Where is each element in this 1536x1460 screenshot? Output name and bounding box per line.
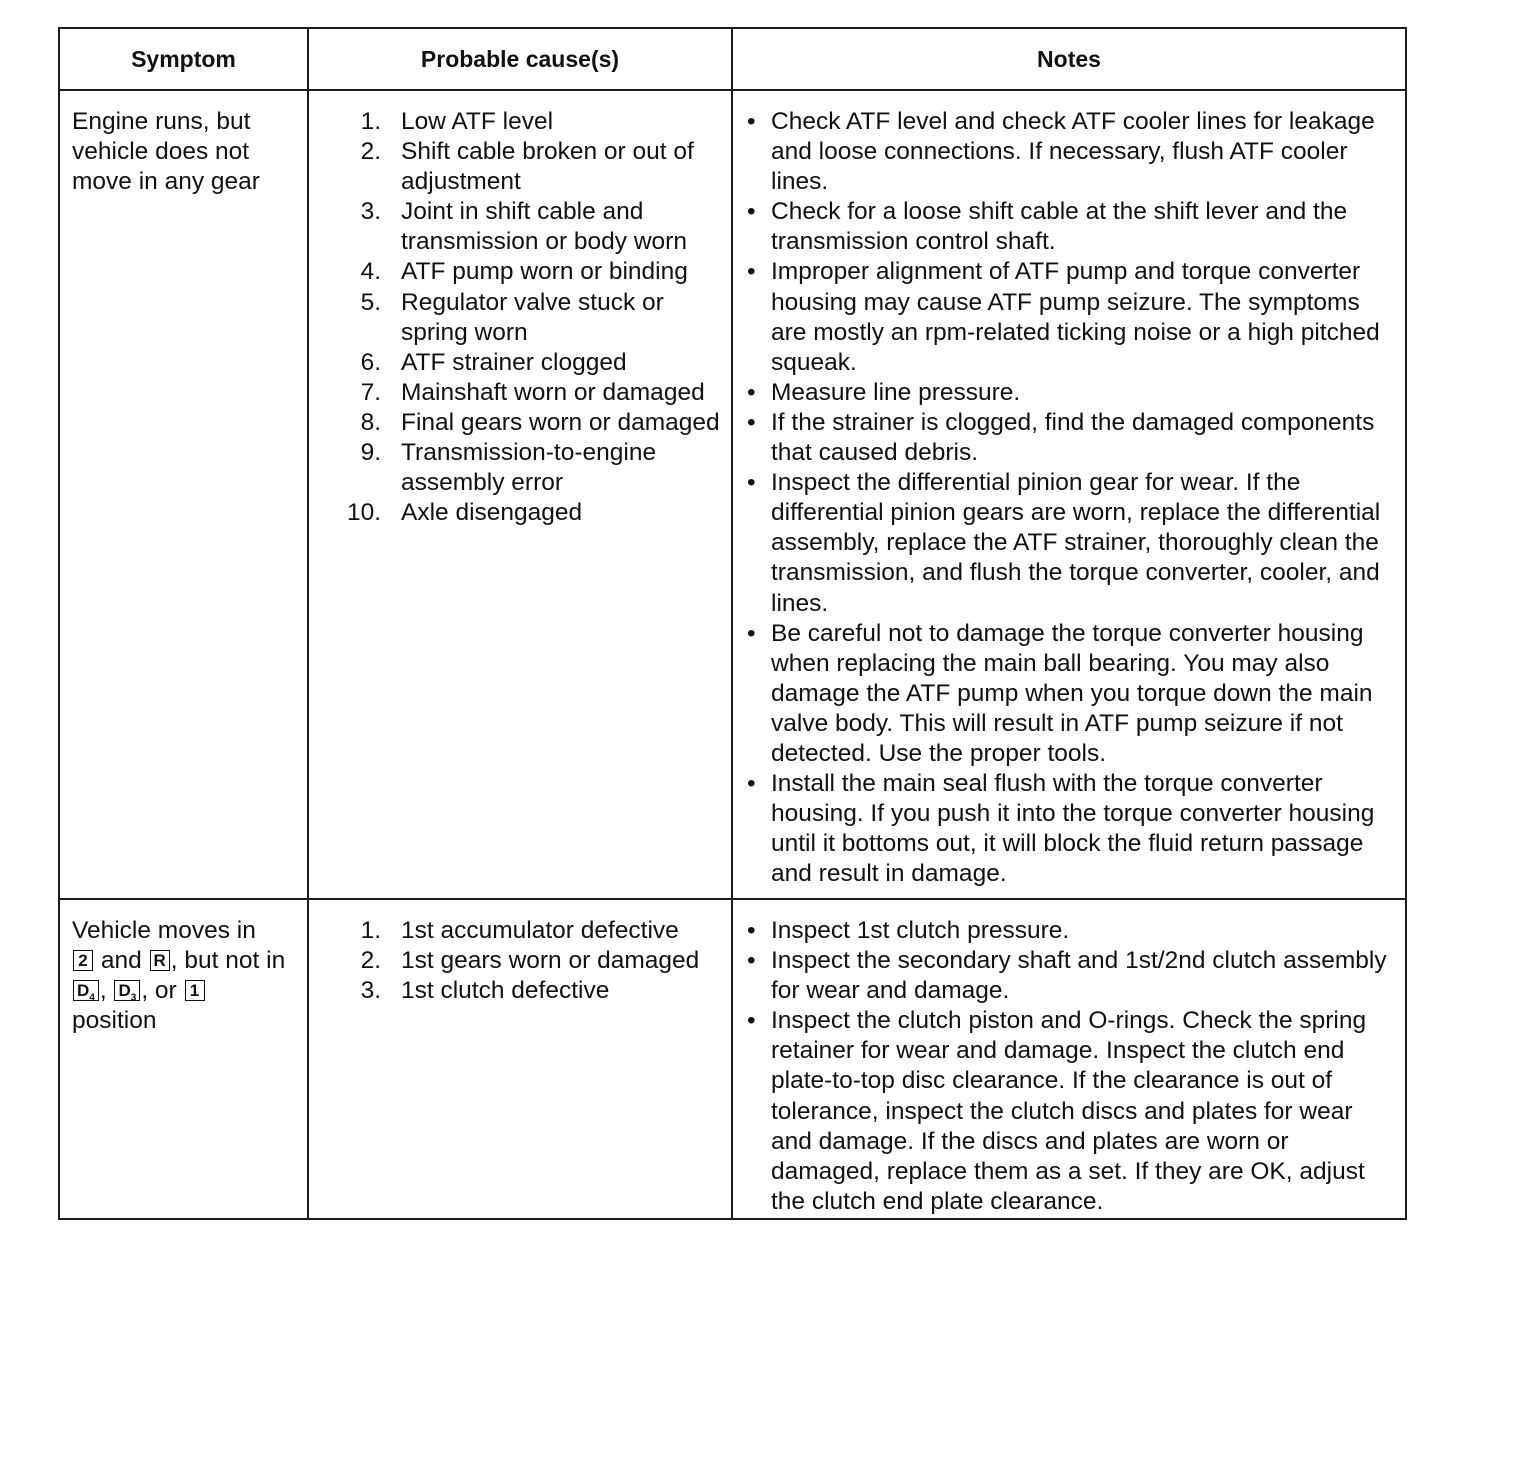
cause-text: Mainshaft worn or damaged — [401, 378, 705, 406]
list-item — [329, 137, 727, 197]
list-item — [329, 197, 727, 257]
cause-number: 4. — [360, 258, 381, 286]
list-item — [747, 916, 1397, 946]
cause-number: 7. — [360, 378, 381, 406]
cause-number: 5. — [360, 288, 381, 316]
list-item — [329, 438, 727, 498]
bullet-icon: • — [747, 947, 756, 975]
note-text: Check for a loose shift cable at the shift lever and the transmission control shaft. — [771, 198, 1348, 256]
cause-number: 1. — [360, 917, 381, 944]
bullet-icon: • — [747, 408, 756, 436]
note-text: If the strainer is clogged, find the damaged components that caused debris. — [771, 408, 1375, 467]
note-text: Check ATF level and check ATF cooler lines for leakage and loose connections. If necessary, flush ATF cooler lines. — [771, 108, 1375, 196]
table-header-row — [59, 28, 1406, 90]
symptom-cell — [59, 899, 308, 1219]
table-row — [59, 90, 1406, 899]
gear-1-icon: 1 — [185, 980, 205, 1001]
cause-list — [329, 107, 727, 528]
notes-cell — [732, 899, 1406, 1219]
bullet-icon: • — [747, 378, 756, 406]
cause-text: Regulator valve stuck or spring worn — [401, 288, 664, 346]
list-item — [747, 468, 1397, 618]
bullet-icon: • — [747, 619, 756, 647]
symptom-text-but-not-in: , but not in — [170, 947, 286, 975]
note-text: Improper alignment of ATF pump and torque converter housing may cause ATF pump seizure. The symptoms are mostly an rpm-related ticking noise or a high pitched squeak. — [771, 258, 1380, 376]
header-probable-causes: Probable cause(s) — [308, 28, 732, 90]
symptom-text-sep: , — [99, 977, 107, 1005]
bullet-icon: • — [747, 917, 756, 944]
cause-text: Transmission-to-engine assembly error — [401, 439, 657, 497]
list-item — [329, 107, 727, 137]
gear-d3-subscript: 3 — [130, 992, 137, 1004]
symptom-text-or: , or — [141, 977, 177, 1005]
causes-cell — [308, 899, 732, 1219]
cause-text: 1st gears worn or damaged — [401, 947, 700, 975]
bullet-icon: • — [747, 770, 756, 798]
list-item — [747, 946, 1397, 1006]
cause-text: Joint in shift cable and transmission or body worn — [401, 198, 687, 256]
note-text: Inspect the differential pinion gear for wear. If the differential pinion gears are worn, replace the differential assembly, replace the ATF strainer, thoroughly clean the transmission, and flush the torque converter, cooler, and lines. — [771, 469, 1381, 617]
notes-cell — [732, 90, 1406, 899]
note-text: Measure line pressure. — [771, 378, 1021, 406]
cause-text: Low ATF level — [401, 108, 554, 135]
bullet-icon: • — [747, 469, 756, 497]
cause-number: 3. — [360, 977, 381, 1005]
gear-d4-letter: D — [77, 981, 90, 1001]
list-item — [747, 257, 1397, 377]
bullet-icon: • — [747, 198, 756, 226]
note-list — [747, 916, 1397, 1217]
cause-number: 1. — [360, 108, 381, 135]
note-text: Inspect the secondary shaft and 1st/2nd clutch assembly for wear and damage. — [771, 947, 1387, 1005]
cause-number: 8. — [360, 408, 381, 436]
list-item — [329, 288, 727, 348]
bullet-icon: • — [747, 1007, 756, 1035]
cause-text: ATF pump worn or binding — [401, 258, 688, 286]
list-item — [329, 916, 727, 946]
list-item — [747, 619, 1397, 769]
cause-number: 3. — [360, 198, 381, 226]
cause-text: Axle disengaged — [401, 499, 583, 527]
list-item — [747, 769, 1397, 889]
cause-list — [329, 916, 727, 1006]
list-item — [329, 976, 727, 1006]
gear-d3-icon — [114, 980, 140, 1004]
note-text: Install the main seal flush with the torque converter housing. If you push it into the torque converter housing until it bottoms out, it will block the fluid return passage and result in damage. — [771, 770, 1375, 888]
cause-number: 6. — [360, 348, 381, 376]
list-item — [329, 257, 727, 287]
cause-number: 2. — [360, 947, 381, 975]
list-item — [329, 378, 727, 408]
cause-number: 9. — [360, 439, 381, 467]
gear-d4-subscript: 4 — [89, 992, 95, 1004]
note-text: Be careful not to damage the torque converter housing when replacing the main ball bearing. You may also damage the ATF pump when you torque down the main valve body. This will result in ATF pump seizure if not detected. Use the proper tools. — [771, 619, 1373, 767]
list-item — [747, 107, 1397, 197]
header-notes: Notes — [732, 28, 1406, 90]
list-item — [329, 498, 727, 528]
note-list — [747, 107, 1397, 889]
gear-r-icon: R — [150, 950, 170, 971]
gear-d3-letter: D — [118, 981, 131, 1001]
bullet-icon: • — [747, 258, 756, 286]
cause-text: ATF strainer clogged — [401, 348, 627, 376]
cause-text: Final gears worn or damaged — [401, 408, 720, 436]
list-item — [329, 946, 727, 976]
cause-text: 1st clutch defective — [401, 977, 610, 1005]
cause-number: 10. — [346, 499, 381, 527]
list-item — [329, 408, 727, 438]
list-item — [329, 348, 727, 378]
gear-2-icon: 2 — [73, 950, 93, 971]
list-item — [747, 408, 1397, 468]
cause-text: 1st accumulator defective — [401, 917, 679, 944]
list-item — [747, 197, 1397, 257]
symptom-text-and: and — [100, 947, 142, 975]
troubleshooting-table — [58, 27, 1407, 1220]
note-text: Inspect the clutch piston and O-rings. Check the spring retainer for wear and damage. Inspect the clutch end plate-to-top disc clearance. If the clearance is out of tolerance, inspect the clutch discs and plates for wear and damage. If the discs and plates are worn or damaged, replace them as a set. If they are OK, adjust the clutch end plate clearance. — [771, 1007, 1367, 1215]
list-item — [747, 1006, 1397, 1217]
cause-text: Shift cable broken or out of adjustment — [401, 138, 694, 196]
header-symptom: Symptom — [59, 28, 308, 90]
bullet-icon: • — [747, 108, 756, 135]
symptom-text-prefix: Vehicle moves in — [72, 917, 256, 944]
symptom-cell: Engine runs, but vehicle does not move in any gear — [59, 90, 308, 899]
cause-number: 2. — [360, 138, 381, 166]
list-item — [747, 378, 1397, 408]
gear-d4-icon — [73, 980, 99, 1004]
symptom-text-suffix: position — [72, 1007, 157, 1035]
table-row — [59, 899, 1406, 1219]
causes-cell — [308, 90, 732, 899]
note-text: Inspect 1st clutch pressure. — [771, 917, 1070, 944]
